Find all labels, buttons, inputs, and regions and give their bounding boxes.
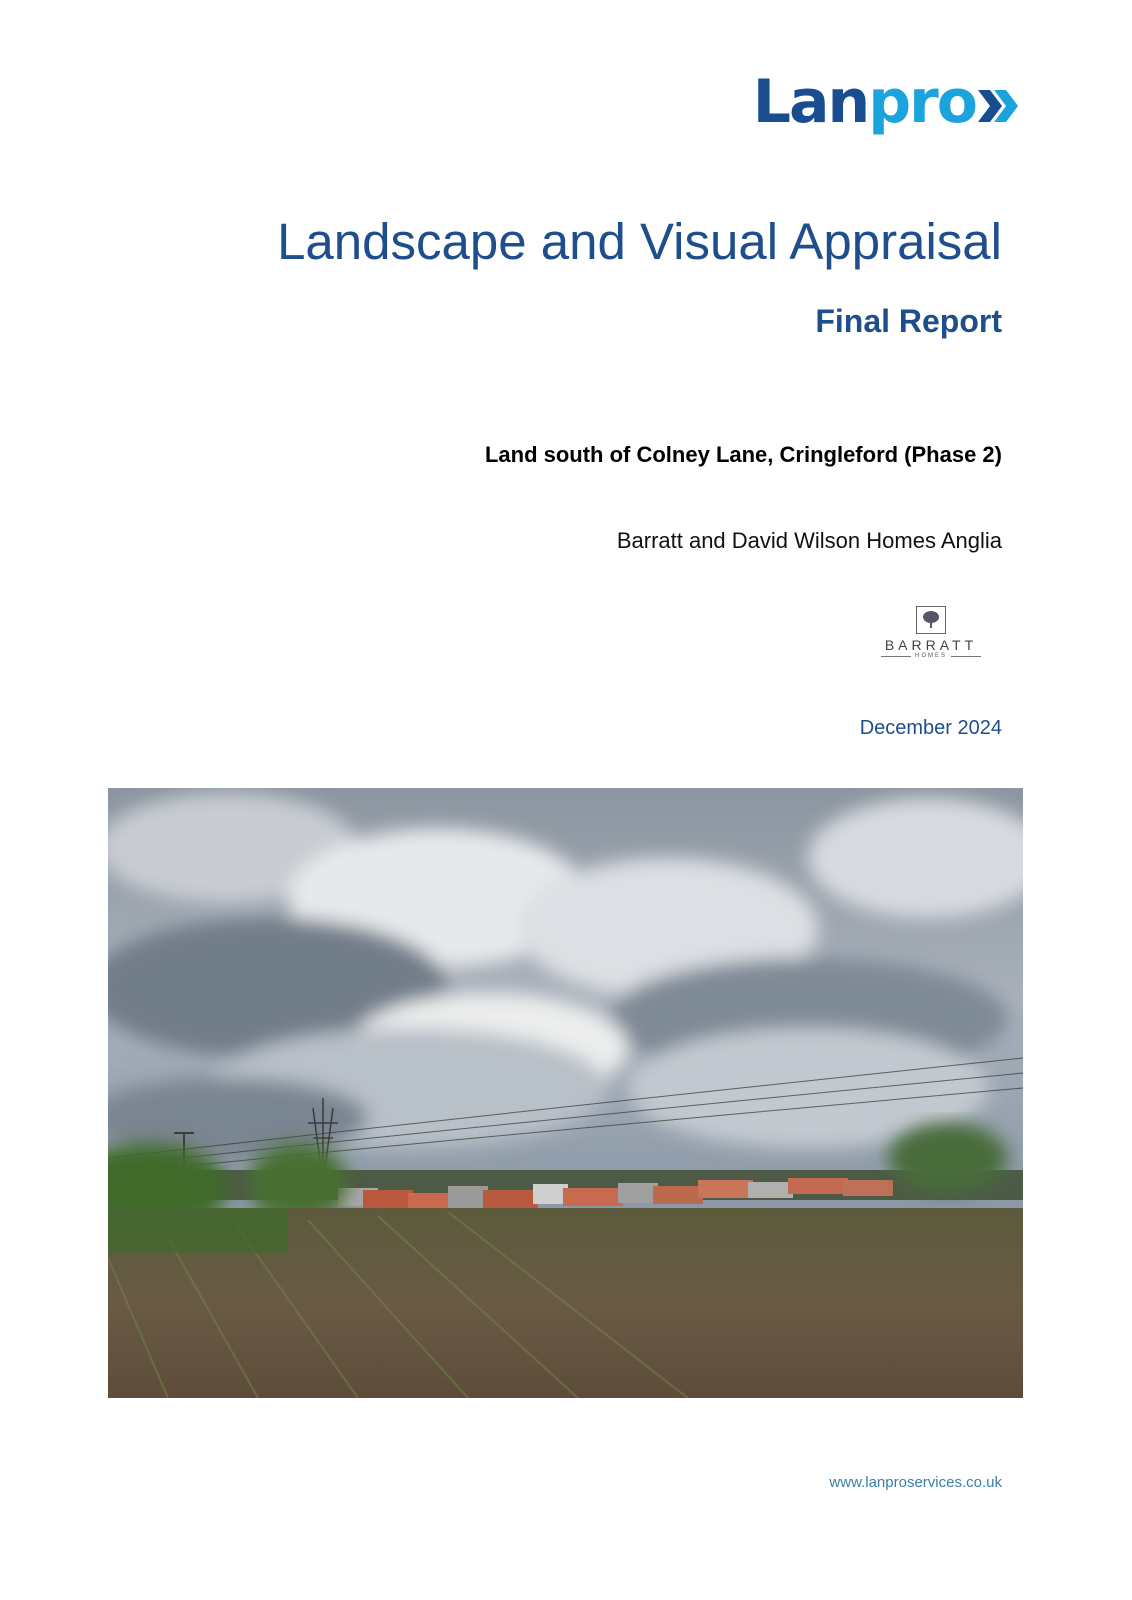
chevron-right-double-icon bbox=[978, 90, 1020, 127]
client-name: Barratt and David Wilson Homes Anglia bbox=[616, 528, 1002, 553]
site-name: Land south of Colney Lane, Cringleford (Phase 2) bbox=[484, 442, 1002, 467]
barratt-homes-logo bbox=[872, 606, 990, 664]
report-date: December 2024 bbox=[859, 717, 1002, 739]
barratt-subtext: HOMES bbox=[914, 653, 947, 659]
barratt-wordmark: BARRATT bbox=[884, 637, 978, 653]
logo-wordmark: Lanpro bbox=[752, 67, 976, 137]
cover-photo bbox=[108, 788, 1023, 1398]
report-subtitle: Final Report bbox=[815, 303, 1002, 339]
lanpro-logo bbox=[752, 67, 1020, 144]
website-link[interactable]: www.lanproservices.co.uk bbox=[829, 1474, 1002, 1491]
report-title: Landscape and Visual Appraisal bbox=[277, 213, 1002, 270]
tree-icon bbox=[916, 606, 946, 634]
